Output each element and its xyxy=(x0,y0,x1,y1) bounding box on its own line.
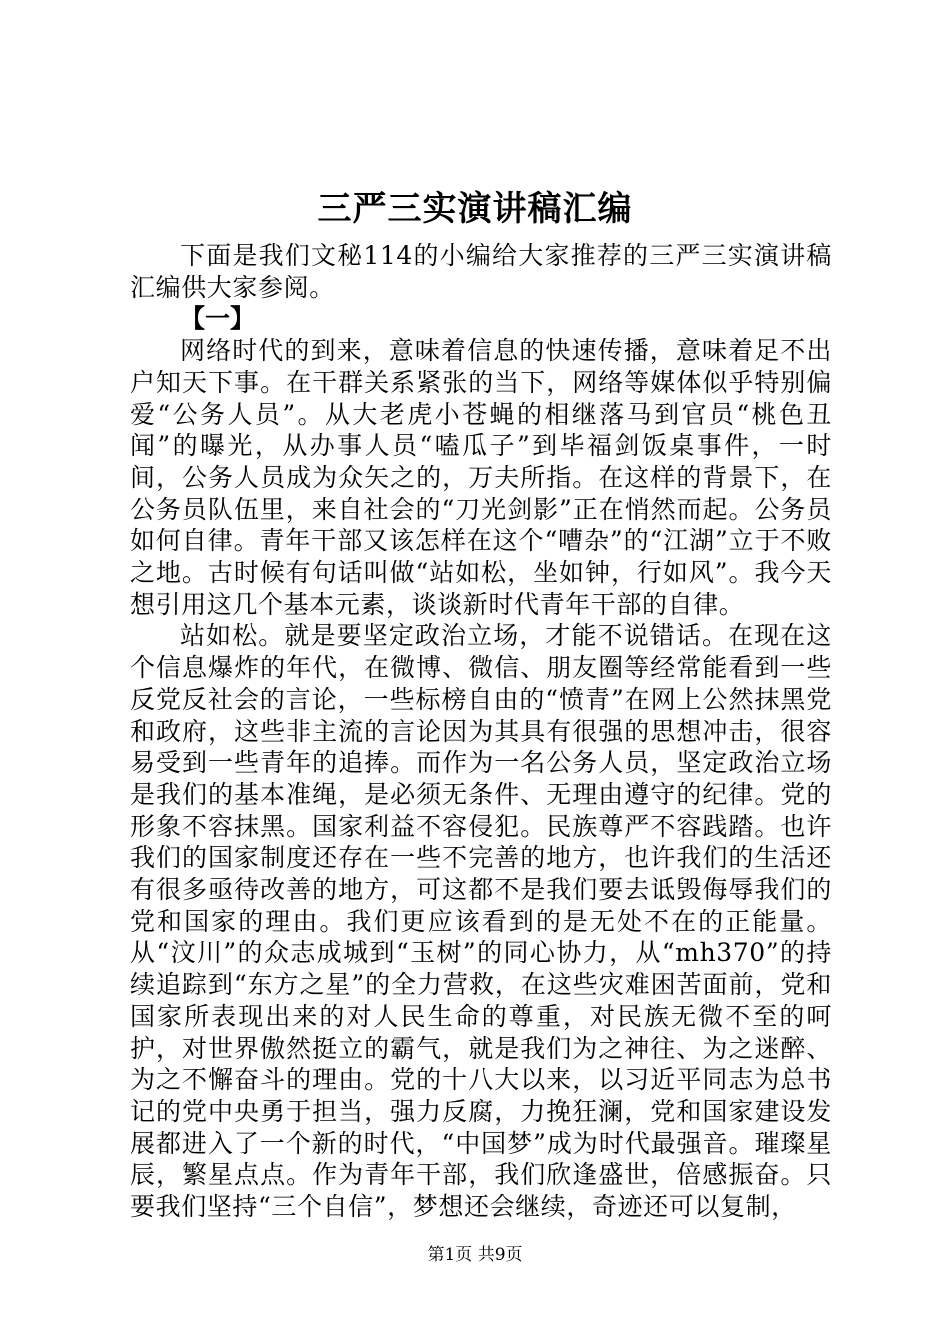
document-title: 三严三实演讲稿汇编 xyxy=(317,189,633,229)
document-body xyxy=(130,240,832,1223)
section-heading: 【一】 xyxy=(180,304,256,334)
body-paragraph-1: 网络时代的到来，意味着信息的快速传播，意味着足不出户知天下事。在干群关系紧张的当下，网络等媒体似乎特别偏爱“公务人员”。从大老虎小苍蝇的相继落马到官员“桃色丑闻”的曝光，从办事人员“嗑瓜子”到毕福剑饭桌事件，一时间，公务人员成为众矢之的，万夫所指。在这样的背景下，在公务员队伍里，来自社会的“刀光剑影”正在悄然而起。公务员如何自律。青年干部又该怎样在这个“嘈杂”的“江湖”立于不败之地。古时候有句话叫做“站如松，坐如钟，行如风”。我今天想引用这几个基本元素，谈谈新时代青年干部的自律。 xyxy=(130,336,832,619)
intro-paragraph: 下面是我们文秘114的小编给大家推荐的三严三实演讲稿汇编供大家参阅。 xyxy=(130,241,832,302)
page-footer: 第1页 共9页 xyxy=(427,1245,523,1265)
body-paragraph-2: 站如松。就是要坚定政治立场，才能不说错话。在现在这个信息爆炸的年代，在微博、微信、朋友圈等经常能看到一些反党反社会的言论，一些标榜自由的“愤青”在网上公然抹黑党和政府，这些非主流的言论因为其具有很强的思想冲击，很容易受到一些青年的追捧。而作为一名公务人员，坚定政治立场是我们的基本准绳，是必须无条件、无理由遵守的纪律。党的形象不容抹黑。国家利益不容侵犯。民族尊严不容践踏。也许我们的国家制度还存在一些不完善的地方，也许我们的生活还有很多亟待改善的地方，可这都不是我们要去诋毁侮辱我们的党和国家的理由。我们更应该看到的是无处不在的正能量。从“汶川”的众志成城到“玉树”的同心协力，从“mh370”的持续追踪到“东方之星”的全力营救，在这些灾难困苦面前，党和国家所表现出来的对人民生命的尊重，对民族无微不至的呵护，对世界傲然挺立的霸气，就是我们为之神往、为之迷醉、为之不懈奋斗的理由。党的十八大以来，以习近平同志为总书记的党中央勇于担当，强力反腐，力挽狂澜，党和国家建设发展都进入了一个新的时代，“中国梦”成为时代最强音。璀璨星辰，繁星点点。作为青年干部，我们欣逢盛世，倍感振奋。只要我们坚持“三个自信”，梦想还会继续，奇迹还可以复制， xyxy=(130,621,832,1222)
